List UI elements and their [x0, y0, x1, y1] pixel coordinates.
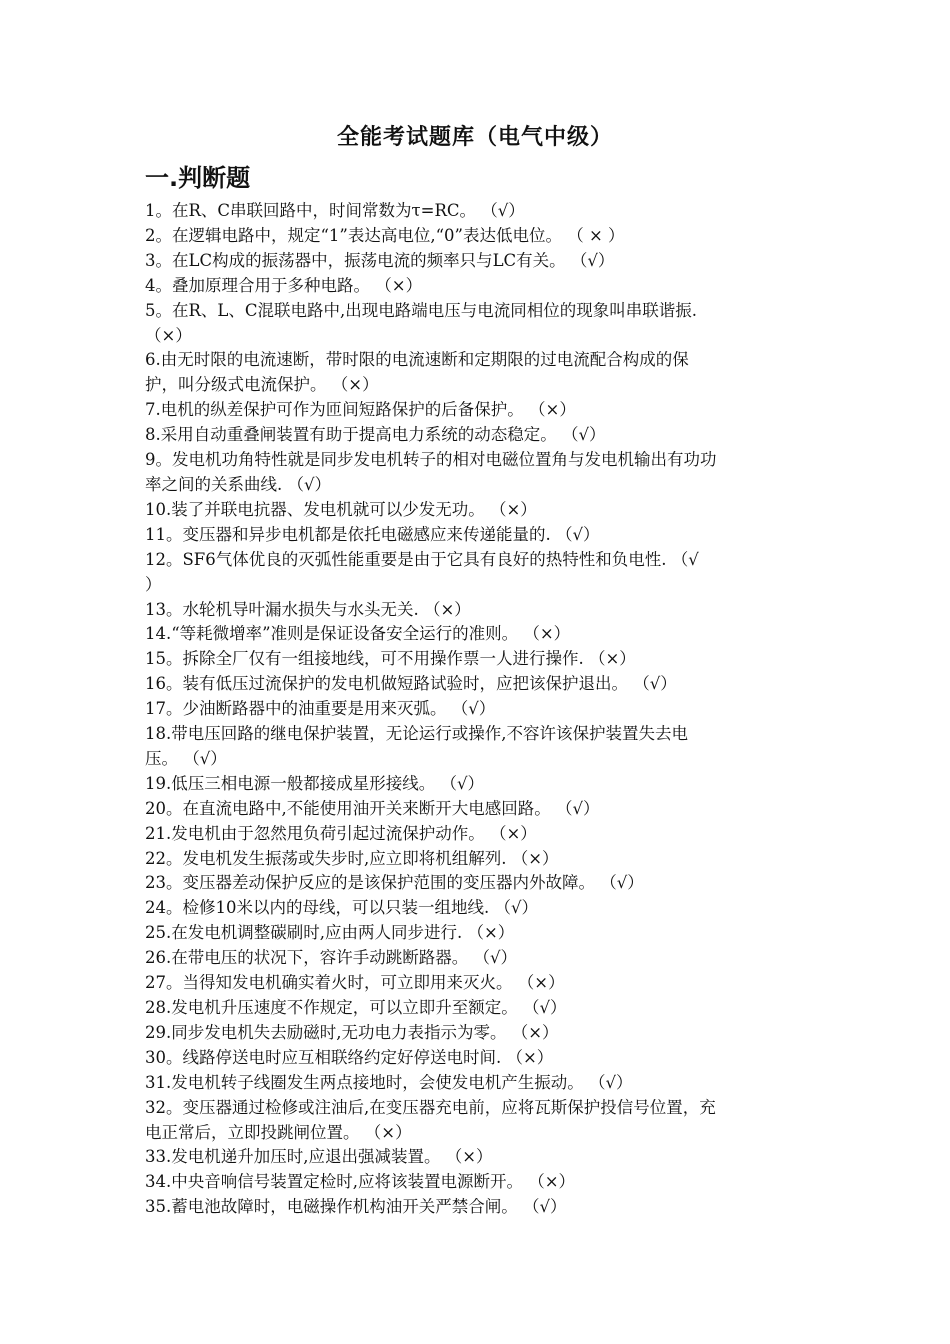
question-item: [145, 598, 810, 623]
question-line: ）: [145, 574, 162, 594]
question-line: 33.发电机递升加压时,应退出强减装置。 （×）: [145, 1147, 493, 1167]
question-line: 1。在R、C串联回路中，时间常数为τ=RC。 （√）: [145, 201, 525, 220]
question-line: 压。 （√）: [145, 748, 227, 768]
question-line: 护，叫分级式电流保护。 （×）: [145, 375, 379, 395]
question-line: 6.由无时限的电流速断，带时限的电流速断和定期限的过电流配合构成的保: [145, 350, 689, 370]
question-item: [145, 548, 810, 598]
question-item: [145, 299, 810, 349]
question-item: [145, 224, 810, 249]
question-item: [145, 996, 810, 1021]
question-item: [145, 348, 810, 398]
question-line: 32。变压器通过检修或注油后,在变压器充电前，应将瓦斯保护投信号位置，充: [145, 1097, 716, 1117]
question-line: 35.蓄电池故障时，电磁操作机构油开关严禁合闸。 （√）: [145, 1197, 567, 1217]
question-item: [145, 1195, 810, 1220]
question-line: 29.同步发电机失去励磁时,无功电力表指示为零。 （×）: [145, 1022, 559, 1042]
question-line: 25.在发电机调整碳刷时,应由两人同步进行. （×）: [145, 923, 515, 943]
question-line: （×）: [145, 325, 192, 345]
question-line: 34.中央音响信号装置定检时,应将该装置电源断开。 （×）: [145, 1172, 576, 1192]
question-line: 30。线路停送电时应互相联络约定好停送电时间. （×）: [145, 1047, 554, 1067]
question-line: 31.发电机转子线圈发生两点接地时，会使发电机产生振动。 （√）: [145, 1072, 633, 1092]
question-item: [145, 622, 810, 647]
question-line: 18.带电压回路的继电保护装置，无论运行或操作,不容许该保护装置失去电: [145, 724, 688, 744]
question-line: 8.采用自动重叠闸装置有助于提高电力系统的动态稳定。 （√）: [145, 425, 606, 445]
question-item: [145, 249, 810, 274]
question-line: 24。检修10米以内的母线，可以只装一组地线. （√）: [145, 898, 538, 918]
question-line: 26.在带电压的状况下，容许手动跳断路器。 （√）: [145, 948, 517, 968]
section-heading: 一.判断题: [145, 164, 251, 192]
question-line: 27。当得知发电机确实着火时，可立即用来灭火。 （×）: [145, 973, 565, 993]
question-line: 14.“等耗微增率”准则是保证设备安全运行的准则。 （×）: [145, 624, 571, 644]
question-item: [145, 398, 810, 423]
question-item: [145, 199, 810, 224]
question-item: [145, 697, 810, 722]
question-line: 22。发电机发生振荡或失步时,应立即将机组解列. （×）: [145, 848, 559, 868]
question-line: 3。在LC构成的振荡器中，振荡电流的频率只与LC有关。 （√）: [145, 250, 615, 270]
question-item: [145, 1071, 810, 1096]
question-line: 12。SF6气体优良的灭弧性能重要是由于它具有良好的热特性和负电性. （√: [145, 549, 699, 569]
question-item: [145, 523, 810, 548]
question-item: [145, 722, 810, 772]
document-title: 全能考试题库（电气中级）: [336, 125, 613, 150]
question-item: [145, 946, 810, 971]
question-item: [145, 847, 810, 872]
question-item: [145, 423, 810, 448]
question-list: [145, 199, 810, 1220]
question-item: [145, 448, 810, 498]
question-line: 7.电机的纵差保护可作为匝间短路保护的后备保护。 （×）: [145, 400, 576, 420]
question-line: 2。在逻辑电路中，规定“1”表达高电位,“0”表达低电位。 （ × ）: [145, 225, 625, 245]
question-item: [145, 274, 810, 299]
question-item: [145, 896, 810, 921]
question-line: 电正常后，立即投跳闸位置。 （×）: [145, 1122, 412, 1142]
question-item: [145, 1046, 810, 1071]
question-item: [145, 971, 810, 996]
question-line: 9。发电机功角特性就是同步发电机转子的相对电磁位置角与发电机输出有功功: [145, 450, 717, 470]
question-item: [145, 1170, 810, 1195]
question-line: 20。在直流电路中,不能使用油开关来断开大电感回路。 （√）: [145, 798, 600, 818]
question-line: 28.发电机升压速度不作规定，可以立即升至额定。 （√）: [145, 998, 567, 1017]
question-line: 率之间的关系曲线. （√）: [145, 474, 332, 494]
question-item: [145, 498, 810, 523]
question-item: [145, 672, 810, 697]
question-line: 19.低压三相电源一般都接成星形接线。 （√）: [145, 773, 484, 793]
question-item: [145, 647, 810, 672]
question-item: [145, 1096, 810, 1146]
question-item: [145, 1021, 810, 1046]
question-line: 4。叠加原理合用于多种电路。 （×）: [145, 275, 423, 295]
question-item: [145, 797, 810, 822]
question-line: 21.发电机由于忽然甩负荷引起过流保护动作。 （×）: [145, 823, 537, 843]
question-line: 11。变压器和异步电机都是依托电磁感应来传递能量的. （√）: [145, 524, 600, 544]
question-line: 23。变压器差动保护反应的是该保护范围的变压器内外故障。 （√）: [145, 873, 644, 893]
question-line: 13。水轮机导叶漏水损失与水头无关. （×）: [145, 599, 471, 619]
question-line: 5。在R、L、C混联电路中,出现电路端电压与电流同相位的现象叫串联谐振.: [145, 300, 697, 320]
question-line: 17。少油断路器中的油重要是用来灭弧。 （√）: [145, 699, 496, 719]
question-line: 15。拆除全厂仅有一组接地线，可不用操作票一人进行操作. （×）: [145, 649, 636, 669]
question-line: 10.装了并联电抗器、发电机就可以少发无功。 （×）: [145, 499, 537, 519]
question-item: [145, 772, 810, 797]
question-line: 16。装有低压过流保护的发电机做短路试验时，应把该保护退出。 （√）: [145, 674, 677, 694]
question-item: [145, 1145, 810, 1170]
question-item: [145, 921, 810, 946]
question-item: [145, 822, 810, 847]
question-item: [145, 871, 810, 896]
